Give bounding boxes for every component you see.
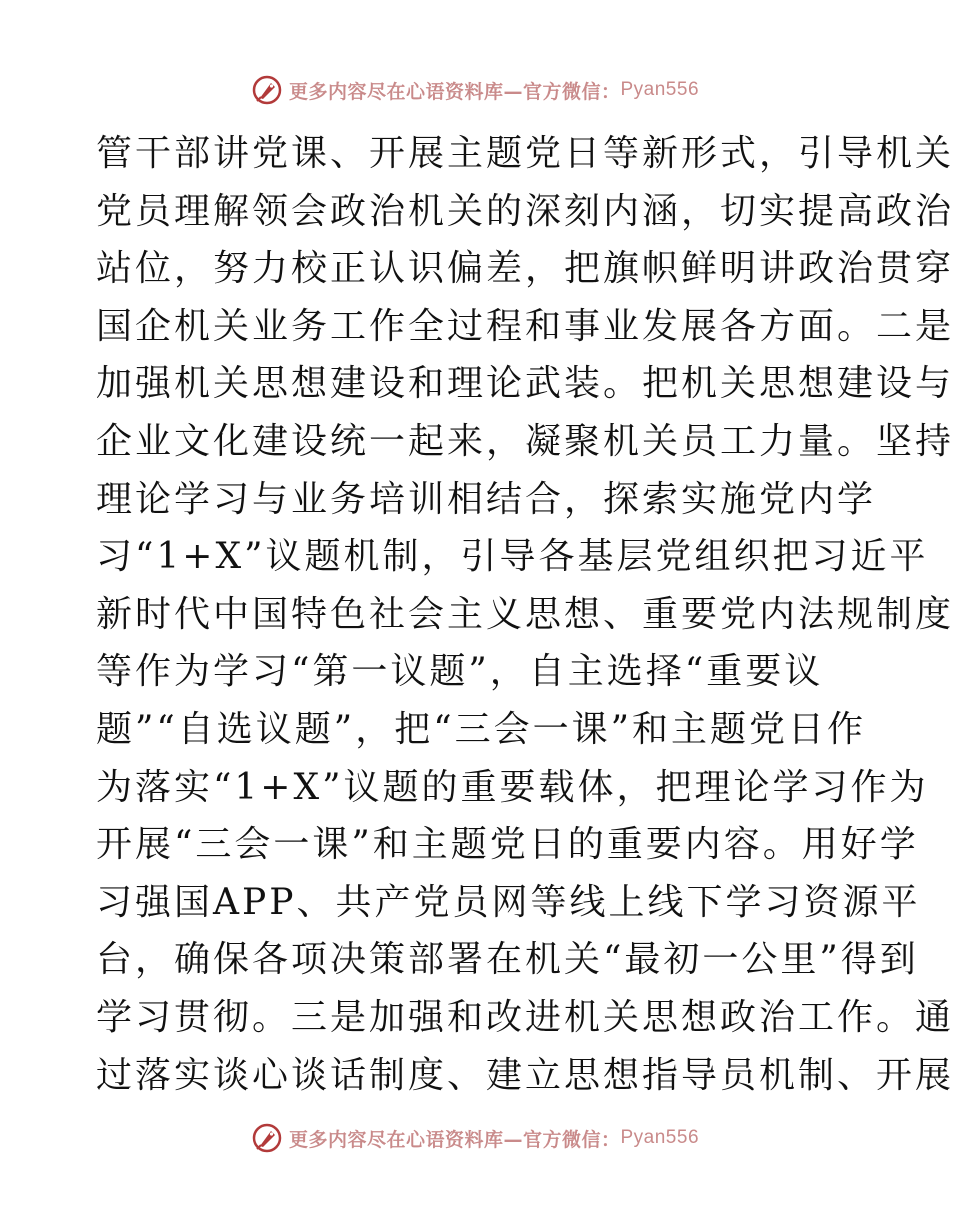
- body-line: 新时代中国特色社会主义思想、重要党内法规制度: [96, 593, 954, 635]
- header-brand-text: 更多内容尽在心语资料库—官方微信：: [288, 80, 621, 103]
- body-line: 等作为学习“第一议题”，自主选择“重要议: [96, 651, 824, 693]
- body-line: 党员理解领会政治机关的深刻内涵，切实提高政治: [96, 190, 954, 232]
- footer-banner: [0, 1118, 950, 1158]
- body-line: 台，确保各项决策部署在机关“最初一公里”得到: [96, 939, 919, 981]
- body-line: 加强机关思想建设和理论武装。把机关思想建设与: [96, 363, 954, 405]
- body-line: 开展“三会一课”和主题党日的重要内容。用好学: [96, 824, 919, 866]
- body-line: 题”“自选议题”，把“三会一课”和主题党日作: [96, 708, 867, 750]
- body-line: 国企机关业务工作全过程和事业发展各方面。二是: [96, 305, 954, 347]
- body-line: 过落实谈心谈话制度、建立思想指导员机制、开展: [96, 1054, 954, 1096]
- footer-wechat-id: Pyan556: [620, 1127, 700, 1148]
- body-line: 理论学习与业务培训相结合，探索实施党内学: [96, 478, 877, 520]
- pen-nib-seal-icon: [251, 1122, 283, 1154]
- header-banner: [0, 70, 950, 110]
- header-wechat-id: Pyan556: [620, 79, 700, 100]
- pen-nib-seal-icon: [251, 74, 283, 106]
- document-body: [96, 125, 954, 1104]
- body-line: 企业文化建设统一起来，凝聚机关员工力量。坚持: [96, 420, 954, 462]
- footer-brand-text: 更多内容尽在心语资料库—官方微信：: [288, 1128, 621, 1151]
- body-line: 站位，努力校正认识偏差，把旗帜鲜明讲政治贯穿: [96, 248, 954, 290]
- body-line: 为落实“1+X”议题的重要载体，把理论学习作为: [96, 766, 929, 808]
- body-line: 习“1+X”议题机制，引导各基层党组织把习近平: [96, 536, 929, 578]
- body-line: 学习贯彻。三是加强和改进机关思想政治工作。通: [96, 996, 954, 1038]
- body-line: 管干部讲党课、开展主题党日等新形式，引导机关: [96, 133, 954, 174]
- body-line: 习强国APP、共产党员网等线上线下学习资源平: [96, 881, 921, 923]
